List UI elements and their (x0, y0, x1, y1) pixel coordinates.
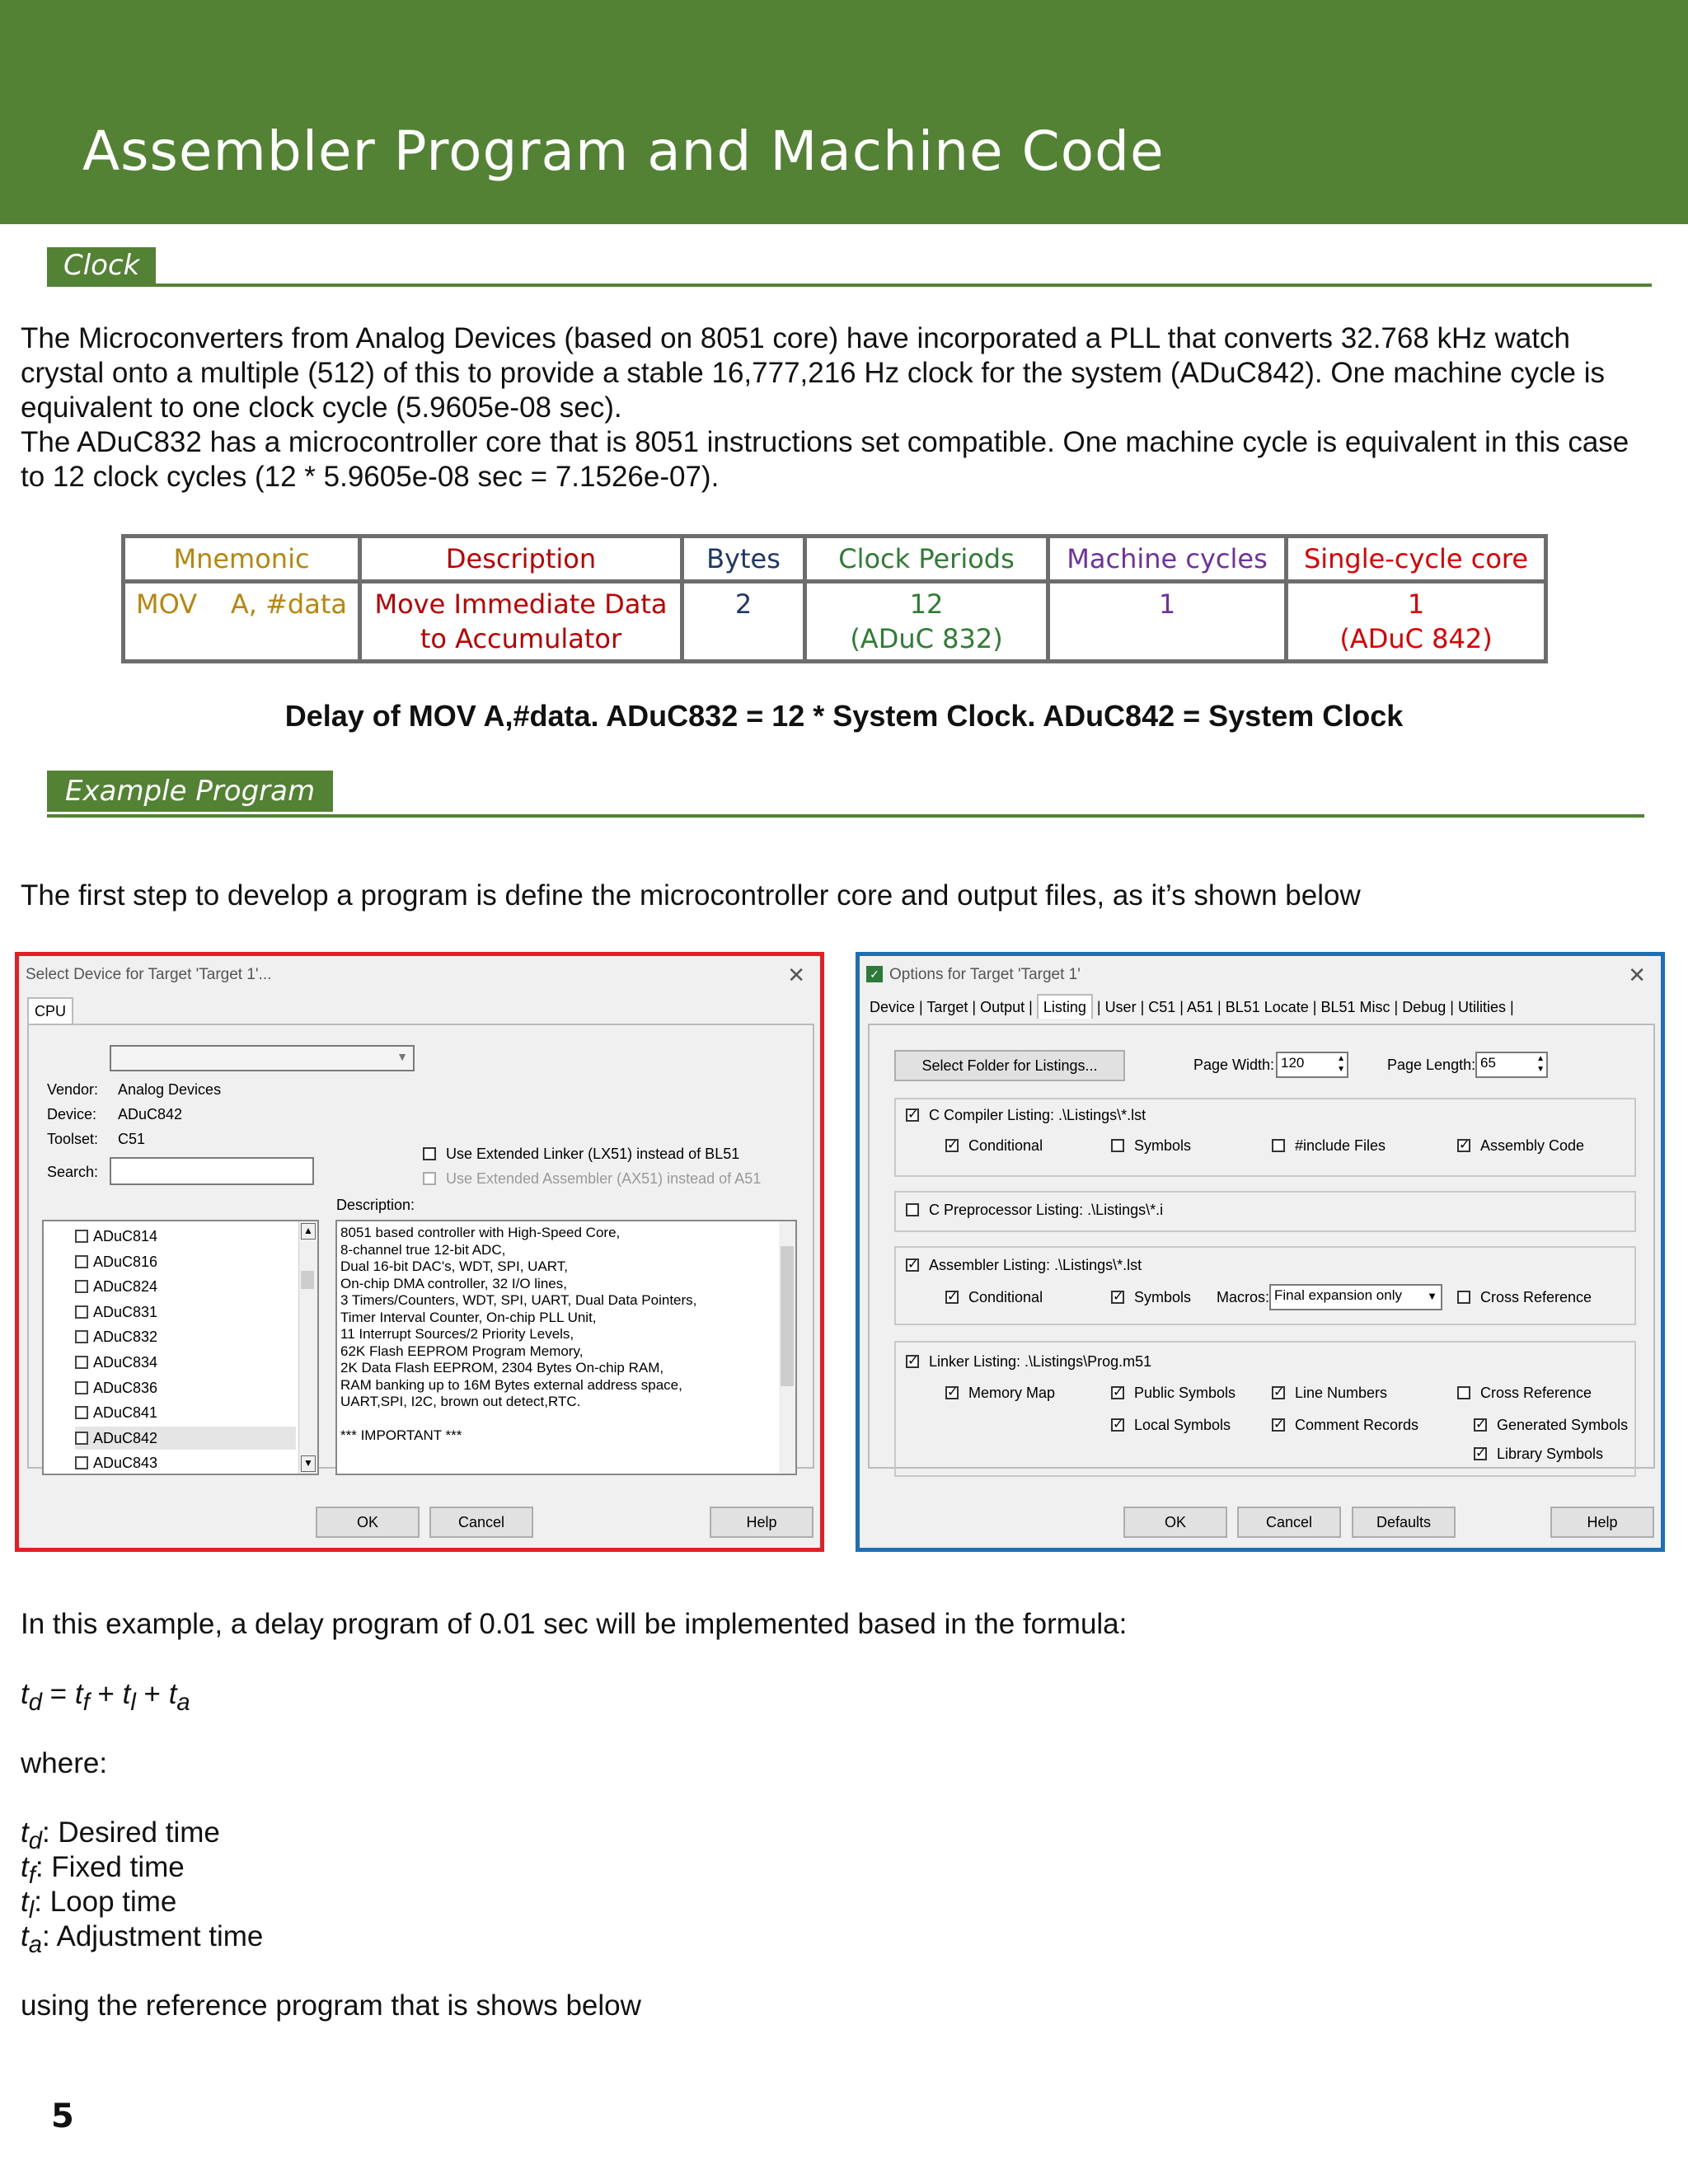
macros-value: Final expansion only (1274, 1287, 1402, 1303)
header-bytes: Bytes (682, 537, 805, 582)
c-preprocessor-label: C Preprocessor Listing: .\Listings\*.i (929, 1202, 1164, 1218)
comment-records-label: Comment Records (1295, 1417, 1419, 1433)
c-conditional-label: Conditional (968, 1137, 1043, 1154)
help-button[interactable]: Help (1550, 1507, 1654, 1538)
header-mnemonic: Mnemonic (124, 537, 360, 582)
def-td-text: : Desired time (41, 1816, 220, 1849)
reference-paragraph: using the reference program that is shows below (21, 1990, 641, 2022)
description-line: Timer Interval Counter, On-chip PLL Unit, (340, 1309, 597, 1325)
defaults-button[interactable]: Defaults (1352, 1507, 1456, 1538)
search-label: Search: (47, 1164, 99, 1180)
options-for-target-dialog (856, 952, 1665, 1552)
use-assembler-label: Use Extended Assembler (AX51) instead of A51 (446, 1170, 762, 1187)
def-ta: $t_a$: Adjustment time (21, 1920, 264, 1958)
list-item[interactable] (75, 1401, 296, 1424)
scroll-up-icon[interactable]: ▲ (301, 1223, 316, 1240)
device-label: Device: (47, 1106, 97, 1122)
scroll-thumb[interactable] (301, 1271, 314, 1289)
tab-bl51-locate[interactable]: BL51 Locate (1225, 999, 1309, 1015)
chevron-down-icon: ▼ (396, 1050, 408, 1063)
vendor-label: Vendor: (47, 1081, 99, 1098)
description-line: 3 Timers/Counters, WDT, SPI, UART, Dual Data Pointers, (340, 1292, 697, 1308)
cell-description-line1: Move Immediate Data (374, 588, 668, 620)
tab-c51[interactable]: C51 (1148, 999, 1176, 1015)
cell-machine-cycles: 1 (1048, 582, 1287, 662)
device-name: ADuC814 (93, 1228, 158, 1244)
page-number: 5 (51, 2097, 74, 2135)
close-icon[interactable]: ✕ (1628, 963, 1646, 987)
tab-a51[interactable]: A51 (1186, 999, 1214, 1015)
header-banner (0, 0, 1688, 224)
description-text (340, 1225, 792, 1445)
tab-debug[interactable]: Debug (1402, 999, 1447, 1015)
library-symbols-checkbox[interactable]: ✓ (1475, 1446, 1487, 1460)
description-line: Dual 16-bit DAC's, WDT, SPI, UART, (340, 1258, 568, 1274)
description-line: RAM banking up to 16M Bytes external address space, (340, 1376, 682, 1393)
description-label: Description: (336, 1197, 415, 1213)
tab-utilities[interactable]: Utilities (1457, 999, 1506, 1015)
device-name: ADuC841 (93, 1404, 158, 1422)
section-divider (47, 284, 1652, 287)
c-compiler-label: C Compiler Listing: .\Listings\*.lst (929, 1107, 1146, 1123)
page-width-input[interactable] (1276, 1052, 1348, 1078)
list-item[interactable] (75, 1325, 296, 1348)
cell-clock-note: (ADuC 832) (850, 623, 1003, 654)
linker-listing-checkbox[interactable]: ✓ (907, 1354, 919, 1368)
vendor-dropdown[interactable] (110, 1045, 415, 1071)
table-row (124, 582, 1546, 662)
chevron-down-icon: ▼ (1427, 1290, 1437, 1302)
description-line: 11 Interrupt Sources/2 Priority Levels, (340, 1326, 574, 1342)
l-cross-reference-label: Cross Reference (1480, 1385, 1592, 1401)
chip-icon (75, 1330, 88, 1343)
step-paragraph: The first step to develop a program is define the microcontroller core and output files, as it’s shown below (21, 879, 1361, 912)
chip-icon (75, 1280, 88, 1293)
tab-output[interactable]: Output (980, 999, 1025, 1015)
public-symbols-checkbox[interactable]: ✓ (1113, 1385, 1124, 1399)
device-name: ADuC816 (93, 1253, 158, 1270)
description-line: 8051 based controller with High-Speed Core, (340, 1225, 621, 1240)
help-button[interactable]: Help (710, 1507, 814, 1538)
description-box (335, 1220, 797, 1475)
assembly-code-checkbox[interactable]: ✓ (1459, 1138, 1470, 1152)
chip-icon (75, 1255, 88, 1268)
local-symbols-label: Local Symbols (1134, 1417, 1231, 1433)
example-paragraph: In this example, a delay program of 0.01 sec will be implemented based in the formula: (21, 1608, 1128, 1640)
assembly-code-label: Assembly Code (1480, 1137, 1585, 1154)
local-symbols-checkbox[interactable]: ✓ (1113, 1418, 1124, 1432)
c-symbols-label: Symbols (1134, 1137, 1192, 1154)
description-line: 62K Flash EEPROM Program Memory, (340, 1343, 584, 1359)
c-preprocessor-checkbox[interactable] (906, 1203, 919, 1216)
spinner-icon[interactable]: ▲ ▼ (1536, 1054, 1545, 1074)
device-name: ADuC832 (93, 1329, 158, 1346)
def-tl: $t_l$: Loop time (21, 1886, 177, 1924)
chip-icon (75, 1230, 88, 1243)
line-numbers-checkbox[interactable]: ✓ (1273, 1385, 1285, 1399)
comment-records-checkbox[interactable]: ✓ (1273, 1418, 1285, 1432)
page-width-label: Page Width: (1193, 1057, 1275, 1073)
section-divider (47, 814, 1644, 818)
instruction-table (121, 534, 1548, 663)
section-heading-example: Example Program (47, 771, 333, 812)
chip-icon (75, 1381, 88, 1394)
header-clock-periods: Clock Periods (805, 537, 1048, 582)
page-length-label: Page Length: (1387, 1057, 1476, 1073)
description-line: 8-channel true 12-bit ADC, (340, 1241, 506, 1258)
a-symbols-label: Symbols (1134, 1289, 1192, 1305)
scrollbar[interactable] (779, 1221, 795, 1474)
spinner-icon[interactable]: ▲ ▼ (1337, 1054, 1345, 1074)
chip-icon (75, 1356, 88, 1369)
description-line: On-chip DMA controller, 32 I/O lines, (340, 1275, 567, 1291)
macros-select[interactable] (1269, 1284, 1442, 1310)
table-caption: Delay of MOV A,#data. ADuC832 = 12 * System Clock. ADuC842 = System Clock (284, 699, 1404, 733)
memory-map-label: Memory Map (968, 1385, 1056, 1401)
device-name: ADuC831 (93, 1303, 158, 1320)
a-conditional-label: Conditional (968, 1289, 1043, 1305)
description-line: *** IMPORTANT *** (340, 1427, 462, 1443)
cell-single-cycle (1287, 582, 1546, 662)
header-single-cycle-core: Single-cycle core (1287, 537, 1546, 582)
use-linker-label: Use Extended Linker (LX51) instead of BL51 (446, 1146, 740, 1162)
app-logo-icon: ✓ (866, 966, 883, 982)
use-linker-checkbox[interactable] (423, 1147, 436, 1160)
list-item[interactable] (75, 1250, 296, 1273)
ok-button[interactable]: OK (316, 1507, 420, 1538)
list-item[interactable] (75, 1376, 296, 1399)
assembler-listing-label: Assembler Listing: .\Listings\*.lst (929, 1257, 1142, 1273)
scroll-down-icon[interactable]: ▼ (301, 1455, 316, 1472)
public-symbols-label: Public Symbols (1134, 1385, 1236, 1401)
assembler-listing-checkbox[interactable]: ✓ (907, 1258, 919, 1272)
list-item[interactable] (75, 1451, 296, 1474)
device-name: ADuC824 (93, 1278, 158, 1296)
list-item[interactable] (75, 1301, 296, 1324)
device-value: ADuC842 (118, 1106, 183, 1122)
close-icon[interactable]: ✕ (787, 963, 805, 987)
description-line (340, 1411, 792, 1428)
vendor-value: Analog Devices (118, 1081, 222, 1098)
tab-cpu[interactable]: CPU (27, 997, 73, 1025)
scrollbar[interactable] (298, 1221, 317, 1474)
c-symbols-checkbox[interactable] (1111, 1139, 1124, 1152)
section-heading-clock: Clock (47, 247, 156, 284)
page-length-input[interactable] (1475, 1052, 1548, 1078)
dialog-title: Options for Target 'Target 1' (889, 966, 1081, 983)
list-item[interactable] (75, 1275, 296, 1298)
def-tl-text: : Loop time (34, 1886, 177, 1918)
chip-icon (75, 1406, 88, 1419)
select-folder-button[interactable]: Select Folder for Listings... (894, 1050, 1125, 1081)
intro-paragraph-1: The Microconverters from Analog Devices (based on 8051 core) have incorporated a PLL that converts 32.768 kHz watch crystal onto a multiple (512) of this to provide a stable 16,777,216 Hz clock for the system (ADuC842). One machine cycle is equivalent to one clock cycle (5.9605e-08 sec). (21, 322, 1606, 424)
cancel-button[interactable]: Cancel (429, 1507, 533, 1538)
device-name: ADuC834 (93, 1354, 158, 1371)
chip-icon (75, 1432, 88, 1445)
def-tf-text: : Fixed time (35, 1851, 185, 1883)
memory-map-checkbox[interactable]: ✓ (947, 1385, 959, 1399)
library-symbols-label: Library Symbols (1497, 1446, 1604, 1462)
use-assembler-checkbox[interactable] (423, 1172, 436, 1185)
table-header-row (124, 537, 1546, 582)
macros-label: Macros: (1217, 1289, 1270, 1305)
description-line: 2K Data Flash EEPROM, 2304 Bytes On-chip RAM, (340, 1360, 664, 1376)
include-files-checkbox[interactable] (1272, 1139, 1285, 1152)
include-files-label: #include Files (1295, 1137, 1386, 1154)
header-machine-cycles: Machine cycles (1048, 537, 1287, 582)
page-length-value: 65 (1480, 1055, 1496, 1071)
list-item[interactable] (75, 1351, 296, 1374)
cell-mnemonic: MOV A, #data (124, 582, 360, 662)
l-cross-reference-checkbox[interactable] (1457, 1386, 1470, 1399)
toolset-value: C51 (118, 1131, 146, 1147)
scroll-thumb[interactable] (781, 1246, 794, 1386)
a-cross-reference-checkbox[interactable] (1457, 1291, 1470, 1304)
cell-description (360, 582, 682, 662)
search-input[interactable] (110, 1157, 314, 1185)
generated-symbols-checkbox[interactable]: ✓ (1475, 1418, 1487, 1432)
tab-listing[interactable]: Listing (1037, 994, 1093, 1019)
c-conditional-checkbox[interactable]: ✓ (947, 1138, 959, 1152)
chip-icon (75, 1456, 88, 1469)
def-td: $t_d$: Desired time (21, 1816, 220, 1854)
list-item[interactable] (75, 1427, 296, 1450)
a-cross-reference-label: Cross Reference (1480, 1289, 1592, 1305)
cell-clock-periods (805, 582, 1048, 662)
where-label: where: (21, 1747, 108, 1779)
c-compiler-checkbox[interactable]: ✓ (907, 1108, 919, 1122)
tab-bl51-misc[interactable]: BL51 Misc (1320, 999, 1390, 1015)
a-conditional-checkbox[interactable]: ✓ (947, 1290, 959, 1304)
page-title: Assembler Program and Machine Code (82, 120, 1165, 183)
tab-user[interactable]: User (1104, 999, 1137, 1015)
tab-target[interactable]: Target (926, 999, 968, 1015)
description-line: UART,SPI, I2C, brown out detect,RTC. (340, 1394, 581, 1409)
tab-bar: Device | Target | Output | Listing | User | C51 | A51 | BL51 Locate | BL51 Misc | Debug | Utilities | (870, 999, 1514, 1016)
chip-icon (75, 1305, 88, 1319)
header-description: Description (360, 537, 682, 582)
device-name: ADuC843 (93, 1455, 158, 1472)
intro-paragraph-2: The ADuC832 has a microcontroller core that is 8051 instructions set compatible. One machine cycle is equivalent in this case to 12 clock cycles (12 * 5.9605e-08 sec = 7.1526e-07). (21, 426, 1629, 493)
dialog-title: Select Device for Target 'Target 1'... (26, 966, 272, 983)
page-width-value: 120 (1281, 1055, 1305, 1071)
cell-description-line2: to Accumulator (420, 623, 622, 654)
def-tf: $t_f$: Fixed time (21, 1851, 185, 1889)
cancel-button[interactable]: Cancel (1237, 1507, 1341, 1538)
device-list[interactable] (42, 1220, 319, 1475)
device-name: ADuC842 (93, 1429, 158, 1446)
cell-single-note: (ADuC 842) (1339, 623, 1493, 654)
device-name: ADuC836 (93, 1379, 158, 1396)
select-device-dialog (15, 952, 824, 1552)
linker-listing-label: Linker Listing: .\Listings\Prog.m51 (929, 1353, 1152, 1370)
cell-bytes: 2 (682, 582, 805, 662)
a-symbols-checkbox[interactable]: ✓ (1113, 1290, 1124, 1304)
def-ta-text: : Adjustment time (41, 1920, 264, 1952)
tab-device[interactable]: Device (870, 999, 916, 1015)
list-item[interactable] (75, 1225, 296, 1248)
cell-single-value: 1 (1407, 588, 1425, 620)
generated-symbols-label: Generated Symbols (1497, 1417, 1629, 1433)
formula: $t_d = t_f + t_l + t_a$ (21, 1678, 190, 1716)
toolset-label: Toolset: (47, 1131, 99, 1147)
line-numbers-label: Line Numbers (1295, 1385, 1388, 1401)
cell-clock-value: 12 (909, 588, 944, 620)
ok-button[interactable]: OK (1123, 1507, 1227, 1538)
